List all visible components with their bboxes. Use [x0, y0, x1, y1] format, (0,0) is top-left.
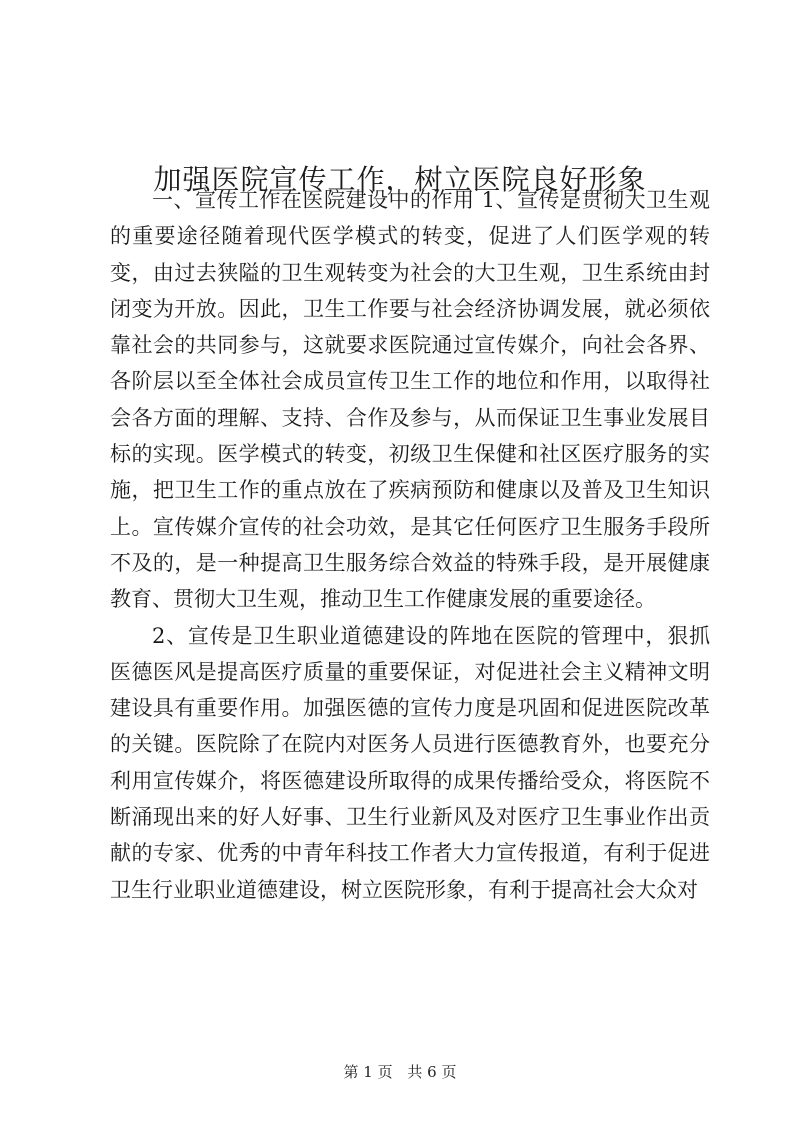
page-total: 共 6 页	[407, 1063, 457, 1081]
document-body	[110, 182, 710, 908]
page-footer	[0, 1062, 800, 1082]
document-title: 加强医院宣传工作，树立医院良好形象	[153, 162, 647, 196]
paragraph-2: 2、宣传是卫生职业道德建设的阵地在医院的管理中，狠抓医德医风是提高医疗质量的重要保证，对促进社会主义精神文明建设具有重要作用。加强医德的宣传力度是巩固和促进医院改革的关键。医院除了在院内对医务人员进行医德教育外，也要充分利用宣传媒介，将医德建设所取得的成果传播给受众，将医院不断涌现出来的好人好事、卫生行业新风及对医疗卫生事业作出贡献的专家、优秀的中青年科技工作者大力宣传报道，有利于促进卫生行业职业道德建设，树立医院形象，有利于提高社会大众对	[110, 623, 710, 902]
page-number: 第 1 页	[343, 1063, 393, 1081]
paragraph-1: 一、宣传工作在医院建设中的作用 1、宣传是贯彻大卫生观的重要途径随着现代医学模式的转变，促进了人们医学观的转变，由过去狭隘的卫生观转变为社会的大卫生观，卫生系统由封闭变为开放。因此，卫生工作要与社会经济协调发展，就必须依靠社会的共同参与，这就要求医院通过宣传媒介，向社会各界、各阶层以至全体社会成员宣传卫生工作的地位和作用，以取得社会各方面的理解、支持、合作及参与，从而保证卫生事业发展目标的实现。医学模式的转变，初级卫生保健和社区医疗服务的实施，把卫生工作的重点放在了疾病预防和健康以及普及卫生知识上。宣传媒介宣传的社会功效，是其它任何医疗卫生服务手段所不及的，是一种提高卫生服务综合效益的特殊手段，是开展健康教育、贯彻大卫生观，推动卫生工作健康发展的重要途径。	[110, 188, 710, 612]
